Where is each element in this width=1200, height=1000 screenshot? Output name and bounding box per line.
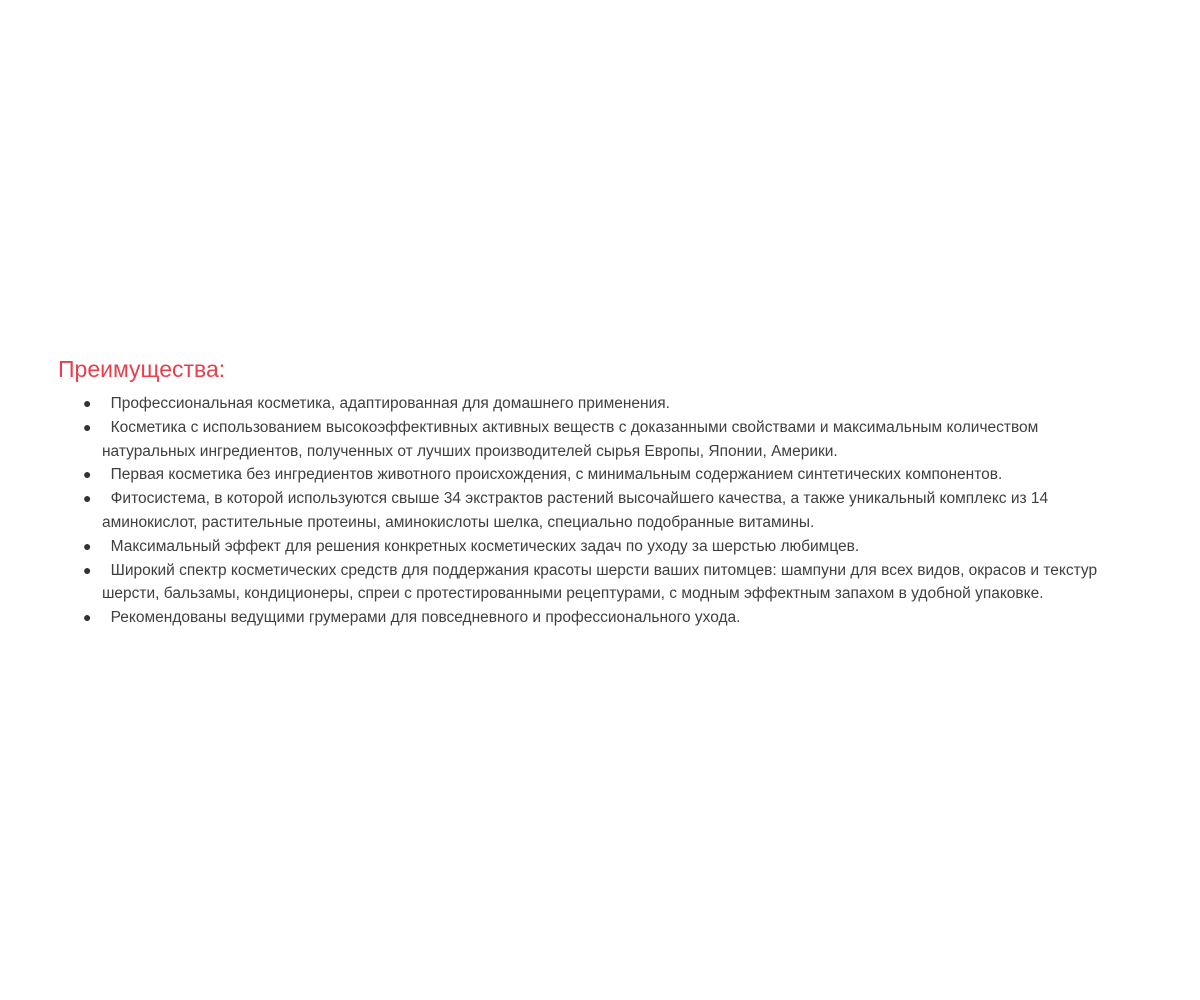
benefit-item — [83, 559, 1118, 607]
bullet-icon: ● — [83, 561, 92, 578]
benefits-heading: Преимущества: — [58, 356, 226, 382]
benefits-section — [58, 353, 1118, 630]
benefit-text: Первая косметика без ингредиентов животного происхождения, с минимальным содержанием синтетических компонентов. — [110, 466, 1003, 484]
benefit-item — [83, 487, 1118, 535]
bullet-icon: ● — [83, 418, 92, 435]
benefit-text: Широкий спектр косметических средств для поддержания красоты шерсти ваших питомцев: шампуни для всех видов, окрасов и текстур шерсти, бальзамы, кондиционеры, спреи с протестированными рецептурами, с модным эффектным запахом в удобной упаковке. — [102, 561, 1098, 603]
benefit-text: Косметика с использованием высокоэффективных активных веществ с доказанными свойствами и максимальным количеством натуральных ингредиентов, полученных от лучших производителей сырья Европы, Японии, Америки. — [102, 418, 1039, 460]
bullet-icon: ● — [83, 537, 92, 554]
benefit-text: Профессиональная косметика, адаптированная для домашнего применения. — [110, 395, 670, 412]
benefit-item — [83, 535, 1118, 559]
benefit-text: Максимальный эффект для решения конкретных косметических задач по уходу за шерстью любимцев. — [110, 537, 860, 555]
benefits-list — [58, 392, 1118, 630]
benefit-item — [83, 416, 1118, 464]
bullet-icon: ● — [83, 609, 92, 626]
benefit-text: Рекомендованы ведущими грумерами для повседневного и профессионального ухода. — [110, 609, 741, 627]
benefit-item — [83, 606, 1118, 630]
bullet-icon: ● — [83, 466, 92, 483]
benefit-item — [83, 463, 1118, 487]
benefit-item — [83, 392, 1118, 416]
bullet-icon: ● — [83, 490, 92, 507]
bullet-icon: ● — [83, 395, 92, 411]
benefit-text: Фитосистема, в которой используются свыше 34 экстрактов растений высочайшего качества, а также уникальный комплекс из 14 аминокислот, растительные протеины, аминокислоты шелка, специально подобранные витамины. — [102, 490, 1049, 531]
